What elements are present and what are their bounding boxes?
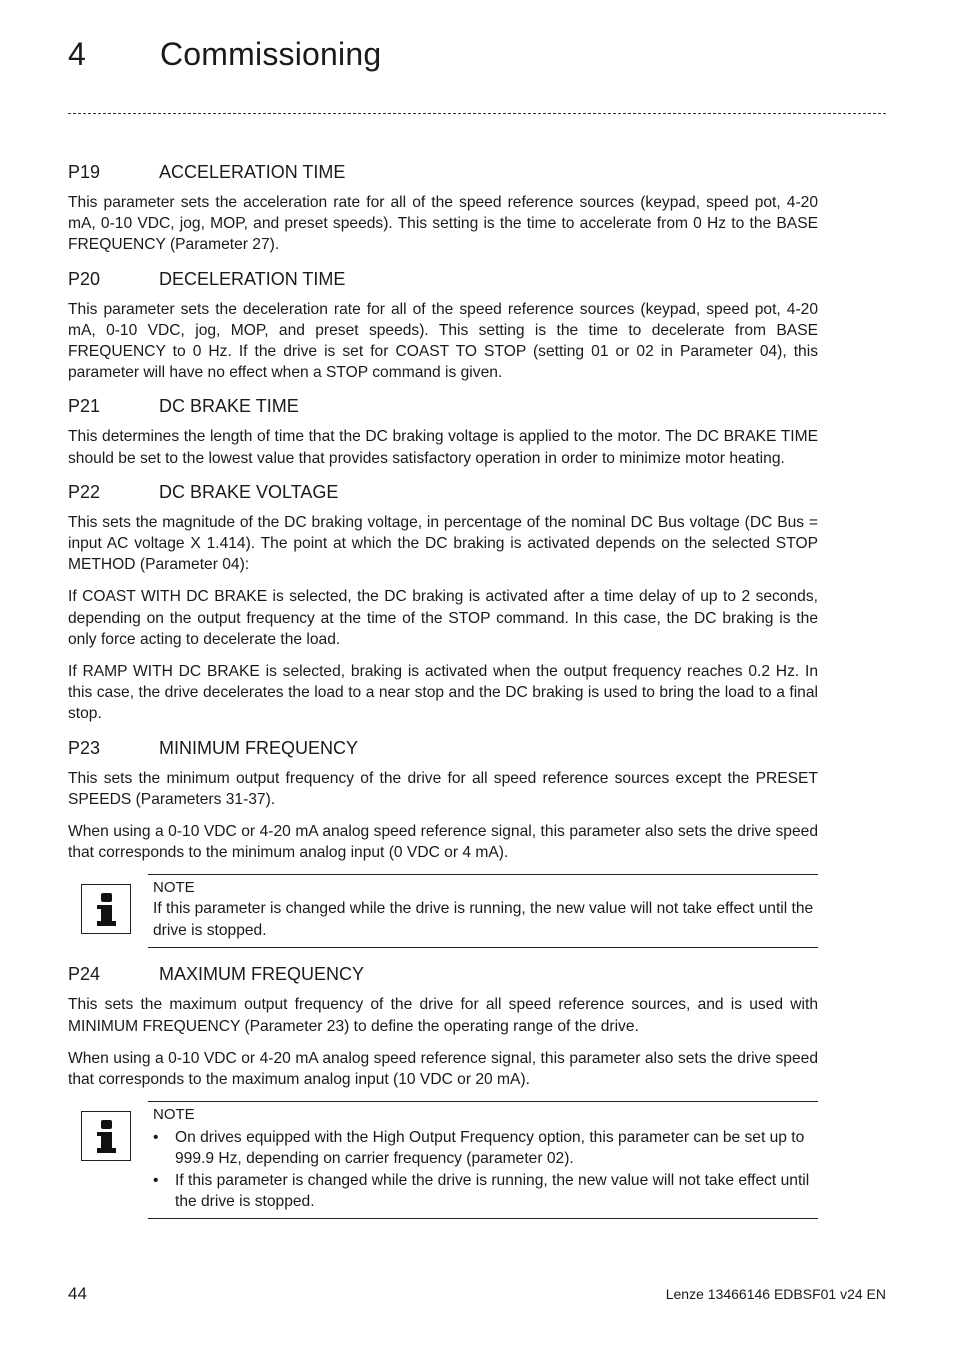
- parameter-p24: [68, 962, 818, 1219]
- parameter-description: This sets the minimum output frequency of the drive for all speed reference sources except the PRESET SPEEDS (Parameters 31-37).: [68, 769, 818, 808]
- parameter-p23: [68, 736, 818, 949]
- parameter-heading: [68, 394, 818, 418]
- parameter-p20: [68, 267, 818, 384]
- parameter-code: P20: [68, 268, 101, 289]
- parameter-p19: [68, 160, 818, 256]
- parameter-code: P23: [68, 737, 101, 758]
- parameter-p22: [68, 480, 818, 725]
- chapter-title: Commissioning: [160, 36, 382, 72]
- parameter-code: P21: [68, 396, 101, 417]
- section-divider: [68, 113, 886, 114]
- info-icon: [81, 884, 131, 934]
- parameter-description: This parameter sets the deceleration rate for all of the speed reference sources (keypad, speed pot, 4-20 mA, 0-10 VDC, jog, MOP, and preset speeds). This setting is the time to decelerate from BASE FREQUENCY to 0 Hz. If the drive is set for COAST TO STOP (setting 01 or 02 in Parameter 04), this parameter will have no effect when a STOP command is given.: [68, 300, 818, 382]
- note-box: [148, 874, 818, 948]
- note-label: NOTE: [153, 1106, 195, 1124]
- parameter-heading: [68, 736, 818, 760]
- parameter-description: If COAST WITH DC BRAKE is selected, the DC braking is activated after a time delay of up to 2 seconds, depending on the output frequency at the time of the STOP command. In this case, the DC braking is the only force acting to decelerate the load.: [68, 588, 818, 648]
- parameter-title: DC BRAKE TIME: [159, 396, 299, 417]
- parameter-title: ACCELERATION TIME: [159, 162, 346, 182]
- parameter-title: DC BRAKE VOLTAGE: [159, 481, 339, 502]
- parameter-heading: [68, 480, 818, 504]
- parameter-title: MAXIMUM FREQUENCY: [159, 964, 365, 985]
- note-label: NOTE: [153, 879, 195, 897]
- note-box: [148, 1101, 818, 1219]
- parameter-list: [68, 152, 818, 1233]
- page-number: 44: [68, 1284, 87, 1303]
- parameter-heading: [68, 160, 818, 184]
- parameter-code: P19: [68, 162, 101, 182]
- parameter-title: MINIMUM FREQUENCY: [159, 737, 358, 758]
- parameter-code: P24: [68, 964, 101, 985]
- parameter-description: If RAMP WITH DC BRAKE is selected, braking is activated when the output frequency reaches 0.2 Hz. In this case, the drive decelerates the load to a near stop and the DC braking is used to bring the load to a final stop.: [68, 663, 818, 723]
- note-bullet: • On drives equipped with the High Output Frequency option, this parameter can be set up to 999.9 Hz, depending on carrier frequency (parameter 02).: [153, 1127, 818, 1169]
- parameter-description: This sets the maximum output frequency of the drive for all speed reference sources, and is used with MINIMUM FREQUENCY (Parameter 23) to define the operating range of the drive.: [68, 996, 818, 1035]
- parameter-description: This parameter sets the acceleration rate for all of the speed reference sources (keypad, speed pot, 4-20 mA, 0-10 VDC, jog, MOP, and preset speeds). This setting is the time to accelerate from 0 Hz to the BASE FREQUENCY (Parameter 27).: [68, 194, 818, 254]
- parameter-description: This determines the length of time that the DC braking voltage is applied to the motor. The DC BRAKE TIME should be set to the lowest value that provides satisfactory operation in order to minimize motor heating.: [68, 428, 818, 467]
- note-bullet-list: [153, 1127, 818, 1212]
- parameter-description: This sets the magnitude of the DC braking voltage, in percentage of the nominal DC Bus voltage (DC Bus = input AC voltage X 1.414). The point at which the DC braking is activated depends on the selected STOP METHOD (Parameter 04):: [68, 513, 818, 574]
- parameter-description: When using a 0-10 VDC or 4-20 mA analog speed reference signal, this parameter also sets the drive speed that corresponds to the maximum analog input (10 VDC or 20 mA).: [68, 1049, 818, 1089]
- parameter-title: DECELERATION TIME: [159, 268, 346, 289]
- info-icon: [81, 1111, 131, 1161]
- parameter-heading: [68, 962, 818, 986]
- chapter-heading: [68, 36, 381, 73]
- parameter-p21: [68, 394, 818, 468]
- parameter-heading: [68, 267, 818, 291]
- note-bullet: • If this parameter is changed while the drive is running, the new value will not take effect until the drive is stopped.: [153, 1170, 818, 1212]
- chapter-number: 4: [68, 36, 86, 72]
- note-text: If this parameter is changed while the drive is running, the new value will not take effect until the drive is stopped.: [153, 900, 814, 939]
- parameter-description: When using a 0-10 VDC or 4-20 mA analog speed reference signal, this parameter also sets the drive speed that corresponds to the minimum analog input (0 VDC or 4 mA).: [68, 823, 818, 862]
- parameter-code: P22: [68, 481, 101, 502]
- document-reference: Lenze 13466146 EDBSF01 v24 EN: [665, 1286, 886, 1302]
